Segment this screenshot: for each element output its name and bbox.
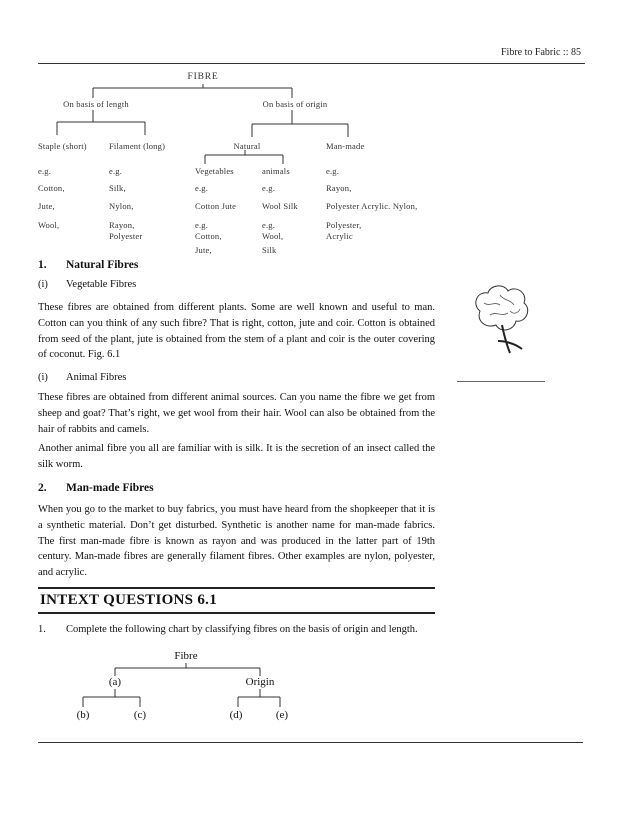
filament-item: Rayon, bbox=[109, 220, 135, 230]
sub-title: Vegetable Fibres bbox=[66, 279, 137, 290]
animals-item: Wool Silk bbox=[262, 201, 298, 211]
question-1 bbox=[38, 624, 418, 635]
question-tree-b: (b) bbox=[76, 709, 90, 721]
filament-item: Polyester bbox=[109, 231, 143, 241]
section-heading-natural bbox=[38, 259, 138, 271]
tree-origin-label: On basis of origin bbox=[262, 99, 328, 109]
animals-eg: e.g. bbox=[262, 220, 276, 230]
animals-item: Wool, bbox=[262, 231, 284, 241]
manmade-item: Acrylic bbox=[326, 231, 353, 241]
section-title: Natural Fibres bbox=[66, 259, 139, 271]
manmade-item: Polyester Acrylic. Nylon, bbox=[326, 201, 418, 211]
manmade-item: Polyester, bbox=[326, 220, 362, 230]
section-number: 1. bbox=[38, 259, 47, 271]
section-number: 2. bbox=[38, 482, 47, 494]
vegetables-eg: e.g. bbox=[195, 183, 209, 193]
figure-rule bbox=[457, 381, 545, 382]
staple-item: Wool, bbox=[38, 220, 60, 230]
section-heading-manmade bbox=[38, 482, 154, 494]
tree-vegetables-label: Vegetables bbox=[195, 166, 234, 176]
manmade-item: Rayon, bbox=[326, 183, 352, 193]
animals-item: Silk bbox=[262, 245, 277, 255]
question-tree-a: (a) bbox=[108, 676, 122, 688]
question-tree-c: (c) bbox=[133, 709, 147, 721]
staple-item: Cotton, bbox=[38, 183, 65, 193]
subheading-animal bbox=[38, 372, 126, 383]
intext-top-rule bbox=[38, 587, 435, 589]
footer-rule bbox=[38, 742, 583, 743]
vegetables-eg: e.g. bbox=[195, 220, 209, 230]
animals-eg: e.g. bbox=[262, 183, 276, 193]
question-tree-d: (d) bbox=[229, 709, 243, 721]
tree-length-label: On basis of length bbox=[63, 99, 129, 109]
question-tree-origin: Origin bbox=[245, 676, 275, 688]
filament-eg: e.g. bbox=[109, 166, 123, 176]
section-title: Man-made Fibres bbox=[66, 482, 154, 494]
filament-item: Nylon, bbox=[109, 201, 134, 211]
tree-manmade-label: Man-made bbox=[326, 141, 365, 151]
subheading-vegetable bbox=[38, 279, 136, 290]
question-tree-e: (e) bbox=[275, 709, 289, 721]
sub-title: Animal Fibres bbox=[66, 372, 127, 383]
filament-item: Silk, bbox=[109, 183, 126, 193]
question-number: 1. bbox=[38, 624, 46, 635]
tree-animals-label: animals bbox=[262, 166, 290, 176]
intext-bottom-rule bbox=[38, 612, 435, 614]
paragraph-silk: Another animal fibre you all are familiar with is silk. It is the secretion of an insect called the silk worm. bbox=[38, 443, 435, 470]
vegetables-item: Cotton Jute bbox=[195, 201, 237, 211]
vegetables-item: Jute, bbox=[195, 245, 212, 255]
tree-natural-label: Natural bbox=[233, 141, 261, 151]
cotton-boll-icon bbox=[470, 283, 532, 361]
sub-number: (i) bbox=[38, 372, 48, 383]
header-rule bbox=[38, 63, 585, 64]
paragraph-vegetable-fibres: These fibres are obtained from different plants. Some are well known and useful to man. Cotton can you think of any such fibre? That is right, cotton, jute and coir. Cotton is obtained from seed of the plant, jute is obtained from the stem of a plant and coir is the outer covering of coconut. Fig. 6.1 bbox=[38, 302, 435, 361]
tree-staple-label: Staple (short) bbox=[38, 141, 87, 151]
vegetables-item: Cotton, bbox=[195, 231, 222, 241]
running-header: Fibre to Fabric :: 85 bbox=[501, 47, 581, 58]
staple-item: Jute, bbox=[38, 201, 55, 211]
sub-number: (i) bbox=[38, 279, 48, 290]
tree-root-label: FIBRE bbox=[187, 72, 219, 82]
paragraph-manmade-fibres: When you go to the market to buy fabrics, you must have heard from the shopkeeper that it is a synthetic material. Don’t get disturbed. Synthetic is another name for man-made fabrics. The first man-made fibre is known as rayon and was produced in the latter part of 19th century. Man-made fibres are generally filament fibres. Other examples are nylon, polyester, and acrylic. bbox=[38, 504, 435, 579]
paragraph-animal-fibres: These fibres are obtained from different animal sources. Can you name the fibre we get from sheep and goat? That’s right, we get wool from their hair. Wool can also be obtained from the hair of rabbits and camels. bbox=[38, 392, 435, 435]
staple-eg: e.g. bbox=[38, 166, 52, 176]
question-tree-root: Fibre bbox=[174, 650, 198, 662]
intext-title: INTEXT QUESTIONS 6.1 bbox=[40, 592, 218, 608]
tree-filament-label: Filament (long) bbox=[109, 141, 166, 151]
question-text: Complete the following chart by classifying fibres on the basis of origin and length. bbox=[66, 624, 418, 635]
manmade-eg: e.g. bbox=[326, 166, 340, 176]
